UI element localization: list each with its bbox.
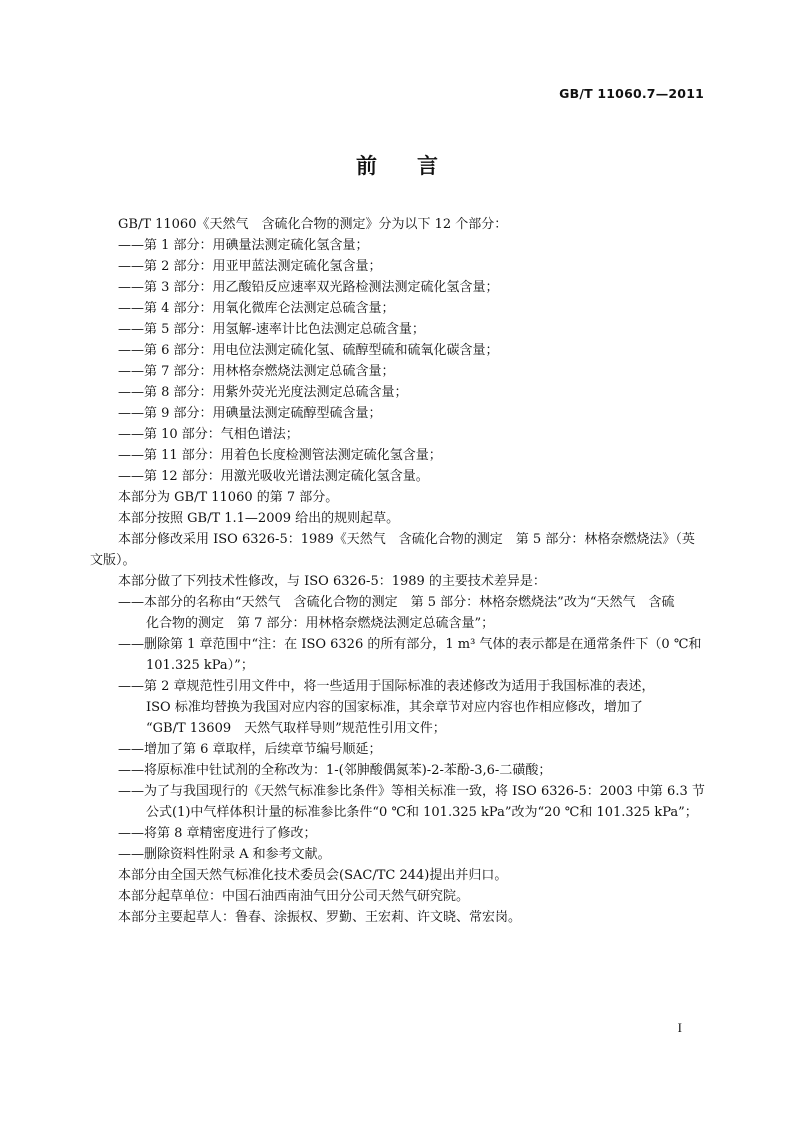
page-number: I: [677, 1020, 682, 1035]
list-item-line: ——删除第 1 章范围中“注：在 ISO 6326 的所有部分，1 m³ 气体的表示都是在通常条件下（0 ℃和: [118, 637, 702, 652]
list-item: [118, 781, 716, 823]
list-item: [118, 634, 716, 676]
list-item: ——第 8 部分：用紫外荧光光度法测定总硫含量；: [118, 385, 408, 400]
modification-line-1: 本部分修改采用 ISO 6326-5：1989《天然气 含硫化合物的测定 第 5 部分：林格奈燃烧法》（英: [118, 532, 695, 547]
list-item: [118, 844, 716, 865]
standard-id: GB/T 11060.7—2011: [559, 86, 704, 101]
list-item: ——第 9 部分：用碘量法测定硫醇型硫含量；: [118, 406, 382, 421]
list-item-line: “GB/T 13609 天然气取样导则”规范性引用文件；: [146, 721, 446, 736]
list-item-line: ——删除资料性附录 A 和参考文献。: [118, 847, 331, 862]
page-title: 前言: [356, 154, 478, 178]
list-item: [118, 823, 716, 844]
list-item-line: ——第 2 章规范性引用文件中，将一些适用于国际标准的表述修改为适用于我国标准的表述，: [118, 679, 655, 694]
list-item: ——第 3 部分：用乙酸铅反应速率双光路检测法测定硫化氢含量；: [118, 280, 499, 295]
list-item: [118, 676, 716, 739]
list-item: ——第 10 部分：气相色谱法；: [118, 427, 299, 442]
list-item-line: 101.325 kPa）”；: [146, 658, 254, 673]
list-item-line: 公式(1)中气样体积计量的标准参比条件“0 ℃和 101.325 kPa”改为“20 ℃和 101.325 kPa”；: [146, 805, 698, 820]
list-item: ——第 7 部分：用林格奈燃烧法测定总硫含量；: [118, 364, 395, 379]
modification-paragraph: [90, 529, 716, 571]
part-of-paragraph: 本部分为 GB/T 11060 的第 7 部分。: [118, 490, 339, 505]
parts-list: [118, 235, 716, 487]
list-item: [118, 739, 716, 760]
intro-paragraph: GB/T 11060《天然气 含硫化合物的测定》分为以下 12 个部分：: [118, 217, 508, 232]
list-item-line: ISO 标准均替换为我国对应内容的国家标准，其余章节对应内容也作相应修改，增加了: [146, 700, 643, 715]
list-item: ——第 11 部分：用着色长度检测管法测定硫化氢含量；: [118, 448, 442, 463]
list-item-line: 化合物的测定 第 7 部分：用林格奈燃烧法测定总硫含量”；: [146, 616, 495, 631]
differences-list: [118, 592, 716, 865]
rules-paragraph: 本部分按照 GB/T 1.1—2009 给出的规则起草。: [118, 511, 400, 526]
list-item: ——第 4 部分：用氧化微库仑法测定总硫含量；: [118, 301, 395, 316]
list-item: ——第 2 部分：用亚甲蓝法测定硫化氢含量；: [118, 259, 382, 274]
list-item: [118, 760, 716, 781]
proposed-by-paragraph: 本部分由全国天然气标准化技术委员会(SAC/TC 244)提出并归口。: [118, 868, 508, 883]
list-item-line: ——本部分的名称由“天然气 含硫化合物的测定 第 5 部分：林格奈燃烧法”改为“天然气 含硫: [118, 595, 675, 610]
list-item: ——第 5 部分：用氢解-速率计比色法测定总硫含量；: [118, 322, 425, 337]
list-item-line: ——将第 8 章精密度进行了修改；: [118, 826, 317, 841]
drafting-unit-paragraph: 本部分起草单位：中国石油西南油气田分公司天然气研究院。: [118, 889, 470, 904]
list-item-line: ——为了与我国现行的《天然气标准参比条件》等相关标准一致，将 ISO 6326-5：2003 中第 6.3 节: [118, 784, 705, 799]
list-item: [118, 592, 716, 634]
differences-intro: 本部分做了下列技术性修改，与 ISO 6326-5：1989 的主要技术差异是：: [118, 574, 546, 589]
foreword-body: [90, 214, 716, 928]
drafters-paragraph: 本部分主要起草人：鲁春、涂振权、罗勤、王宏莉、许文晓、常宏岗。: [118, 910, 522, 925]
list-item-line: ——将原标准中钍试剂的全称改为：1-(邻胂酸偶氮苯)-2-苯酚-3,6-二磺酸；: [118, 763, 552, 778]
modification-line-2: 文版）。: [90, 553, 136, 568]
list-item: ——第 12 部分：用激光吸收光谱法测定硫化氢含量。: [118, 469, 429, 484]
list-item-line: ——增加了第 6 章取样，后续章节编号顺延；: [118, 742, 382, 757]
list-item: ——第 1 部分：用碘量法测定硫化氢含量；: [118, 238, 369, 253]
list-item: ——第 6 部分：用电位法测定硫化氢、硫醇型硫和硫氧化碳含量；: [118, 343, 499, 358]
